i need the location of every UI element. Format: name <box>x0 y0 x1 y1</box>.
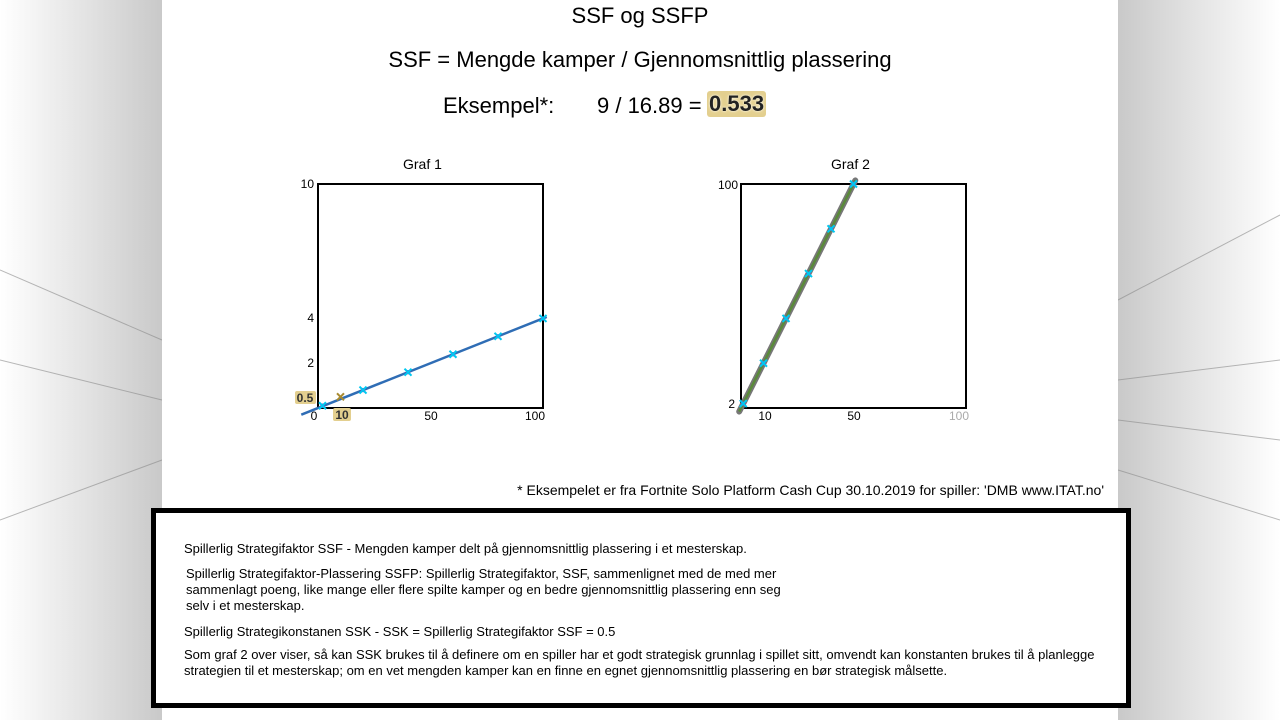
chart-1-x-tick-50: 50 <box>424 409 438 423</box>
example-calculation: 9 / 16.89 = <box>597 93 702 118</box>
example-result: 0.533 <box>709 91 765 116</box>
chart-1-title: Graf 1 <box>403 156 442 172</box>
chart-2-series-line <box>739 180 855 411</box>
chart-1-frame <box>318 184 543 408</box>
chart-1-highlight-x-label: 10 <box>335 408 349 422</box>
chart-2-title: Graf 2 <box>831 156 870 172</box>
formula-heading: SSF = Mengde kamper / Gjennomsnittlig plassering <box>388 47 892 72</box>
chart-2-frame <box>741 184 966 408</box>
info-ssf-definition: Spillerlig Strategifaktor SSF - Mengden kamper delt på gjennomsnittlig plassering i et mesterskap. <box>184 541 747 556</box>
chart-2-y-tick-100: 100 <box>717 178 738 192</box>
info-ssfp-definition: Spillerlig Strategifaktor-Plassering SSFP: Spillerlig Strategifaktor, SSF, sammenlignet med de med mer sammenlagt poeng, like mange eller flere spilte kamper og en bedre gjennomsnittlig plassering enn seg selv i et mesterskap. <box>186 566 781 613</box>
chart-2-y-tick-2: 2 <box>728 397 735 411</box>
chart-1-y-tick-10: 10 <box>300 177 314 191</box>
info-box <box>151 508 1131 708</box>
chart-2-x-tick-10: 10 <box>758 409 772 423</box>
chart-2 <box>718 178 969 423</box>
chart-1-x-tick-0: 0 <box>310 409 318 423</box>
info-ssk-usage: Som graf 2 over viser, så kan SSK brukes til å definere om en spiller har et godt strategisk grunnlag i spillet sitt, omvendt kan konstanten brukes til å planlegge strategien til et mesterskap; om en vet mengden kamper kan en finne en egnet gjennomsnittlig plassering en bør strategisk målsette. <box>184 647 1095 678</box>
chart-1-y-tick-4: 4 <box>307 311 314 325</box>
chart-2-x-tick-50: 50 <box>847 409 861 423</box>
chart-1 <box>295 177 547 423</box>
chart-2-x-tick-100: 100 <box>948 409 970 423</box>
chart-1-x-tick-100: 100 <box>524 409 546 423</box>
chart-1-highlight-y-label: 0.5 <box>296 391 314 405</box>
example-label: Eksempel*: <box>443 93 555 118</box>
info-ssk-definition: Spillerlig Strategikonstanen SSK - SSK = Spillerlig Strategifaktor SSF = 0.5 <box>184 624 616 639</box>
page-title: SSF og SSFP <box>571 3 709 28</box>
footnote: * Eksempelet er fra Fortnite Solo Platform Cash Cup 30.10.2019 for spiller: 'DMB www.ITAT.no' <box>517 482 1104 498</box>
chart-1-y-tick-2: 2 <box>307 356 314 370</box>
